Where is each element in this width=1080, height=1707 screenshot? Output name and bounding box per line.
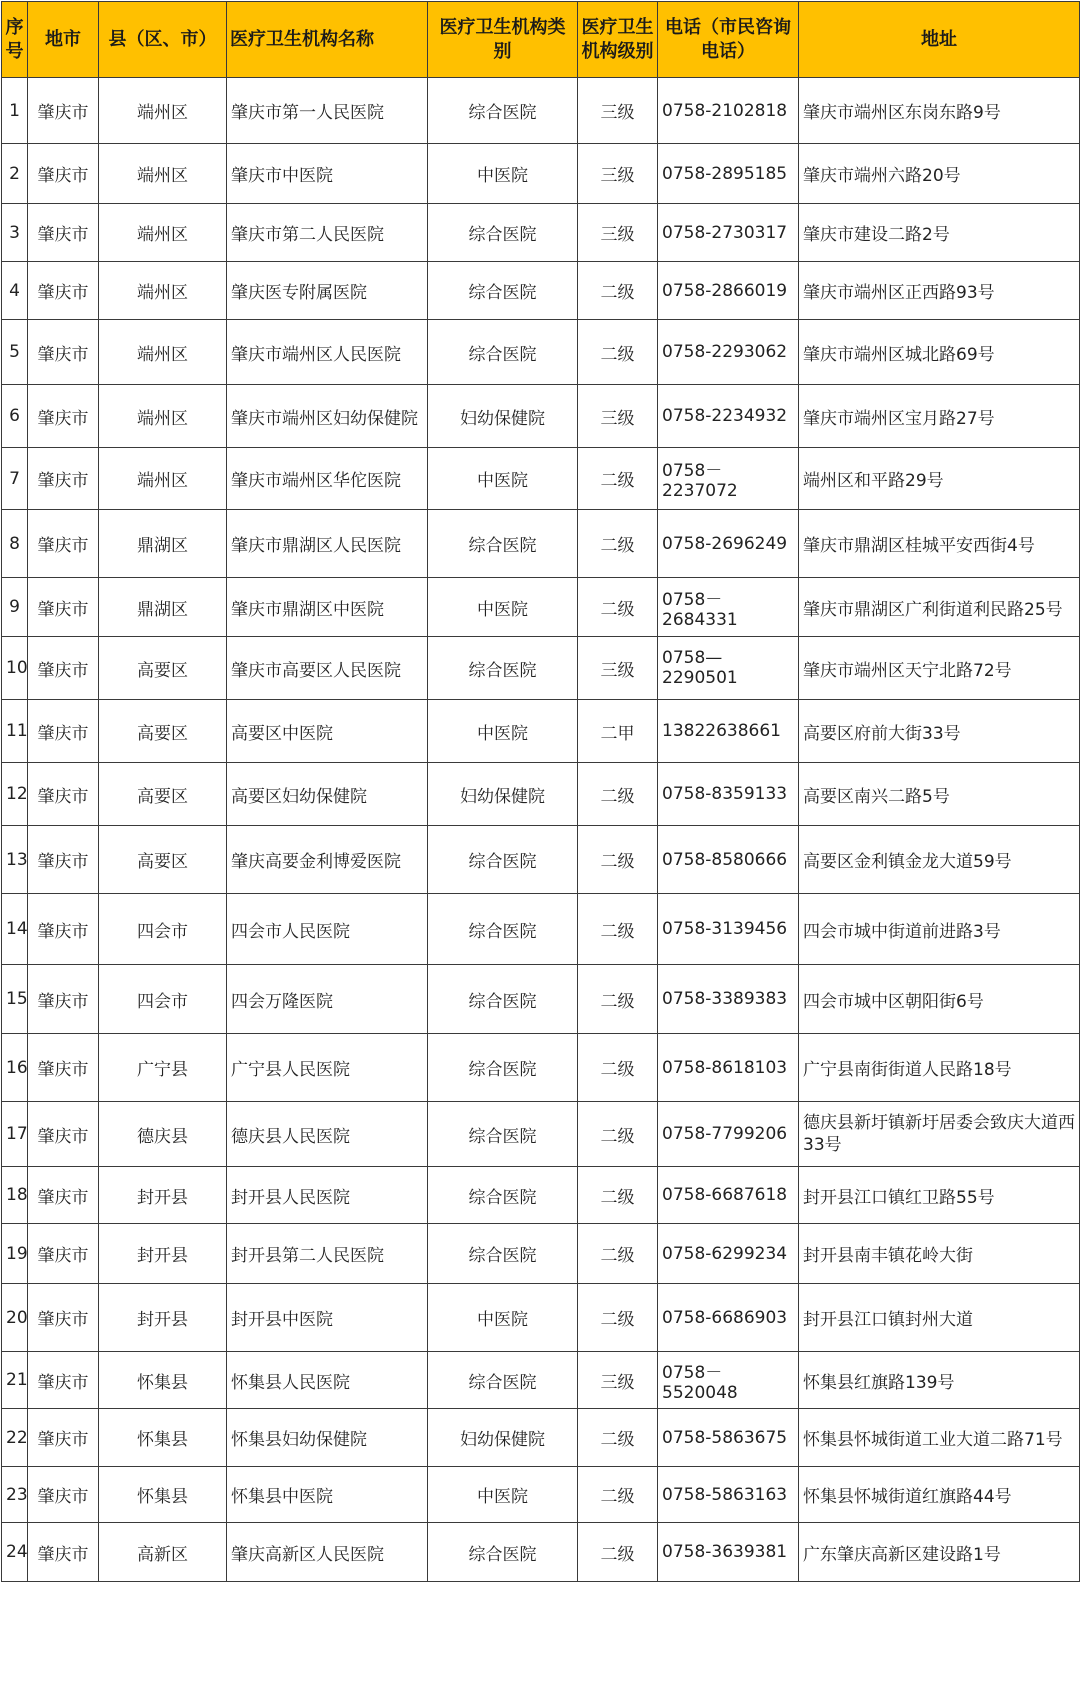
cell-city: 肇庆市 xyxy=(28,965,99,1034)
cell-level: 二级 xyxy=(578,1034,658,1102)
table-row xyxy=(2,320,1080,385)
cell-city: 肇庆市 xyxy=(28,1167,99,1224)
cell-city: 肇庆市 xyxy=(28,637,99,700)
cell-address: 广东肇庆高新区建设路1号 xyxy=(799,1523,1080,1582)
cell-name: 肇庆医专附属医院 xyxy=(227,262,428,320)
cell-county: 端州区 xyxy=(99,385,227,448)
cell-level: 二级 xyxy=(578,826,658,894)
table-row xyxy=(2,1352,1080,1409)
cell-name: 肇庆市中医院 xyxy=(227,144,428,204)
cell-address: 肇庆市端州区城北路69号 xyxy=(799,320,1080,385)
cell-address: 肇庆市端州区天宁北路72号 xyxy=(799,637,1080,700)
cell-city: 肇庆市 xyxy=(28,1284,99,1352)
cell-city: 肇庆市 xyxy=(28,448,99,510)
cell-name: 封开县人民医院 xyxy=(227,1167,428,1224)
table-row xyxy=(2,1102,1080,1167)
table-row xyxy=(2,385,1080,448)
cell-county: 鼎湖区 xyxy=(99,578,227,637)
cell-county: 高要区 xyxy=(99,637,227,700)
table-row xyxy=(2,1224,1080,1284)
cell-category: 中医院 xyxy=(428,578,578,637)
table-row xyxy=(2,637,1080,700)
cell-index: 24 xyxy=(2,1523,28,1582)
cell-address: 四会市城中区朝阳街6号 xyxy=(799,965,1080,1034)
cell-address: 封开县江口镇封州大道 xyxy=(799,1284,1080,1352)
header-phone: 电话（市民咨询电话） xyxy=(658,2,799,78)
cell-category: 中医院 xyxy=(428,1284,578,1352)
cell-name: 肇庆高要金利博爱医院 xyxy=(227,826,428,894)
cell-county: 广宁县 xyxy=(99,1034,227,1102)
cell-county: 端州区 xyxy=(99,78,227,144)
cell-phone: 0758-3139456 xyxy=(658,894,799,965)
cell-city: 肇庆市 xyxy=(28,1409,99,1467)
cell-level: 二级 xyxy=(578,510,658,578)
cell-level: 二级 xyxy=(578,1102,658,1167)
cell-address: 封开县江口镇红卫路55号 xyxy=(799,1167,1080,1224)
cell-category: 综合医院 xyxy=(428,320,578,385)
cell-phone: 0758-6686903 xyxy=(658,1284,799,1352)
cell-index: 7 xyxy=(2,448,28,510)
cell-address: 四会市城中街道前进路3号 xyxy=(799,894,1080,965)
cell-address: 肇庆市鼎湖区桂城平安西街4号 xyxy=(799,510,1080,578)
cell-name: 肇庆市第一人民医院 xyxy=(227,78,428,144)
cell-index: 16 xyxy=(2,1034,28,1102)
table-row xyxy=(2,1167,1080,1224)
cell-level: 三级 xyxy=(578,385,658,448)
cell-address: 肇庆市端州区正西路93号 xyxy=(799,262,1080,320)
cell-county: 高要区 xyxy=(99,826,227,894)
cell-address: 怀集县红旗路139号 xyxy=(799,1352,1080,1409)
cell-category: 综合医院 xyxy=(428,1034,578,1102)
cell-level: 三级 xyxy=(578,144,658,204)
cell-name: 肇庆市鼎湖区人民医院 xyxy=(227,510,428,578)
cell-address: 高要区金利镇金龙大道59号 xyxy=(799,826,1080,894)
cell-index: 1 xyxy=(2,78,28,144)
cell-address: 封开县南丰镇花岭大街 xyxy=(799,1224,1080,1284)
table-row xyxy=(2,894,1080,965)
cell-category: 综合医院 xyxy=(428,262,578,320)
cell-category: 妇幼保健院 xyxy=(428,385,578,448)
cell-level: 二级 xyxy=(578,1167,658,1224)
cell-phone: 0758-5863163 xyxy=(658,1467,799,1523)
cell-county: 怀集县 xyxy=(99,1352,227,1409)
header-level: 医疗卫生机构级别 xyxy=(578,2,658,78)
cell-phone: 0758-8618103 xyxy=(658,1034,799,1102)
cell-category: 综合医院 xyxy=(428,894,578,965)
cell-address: 端州区和平路29号 xyxy=(799,448,1080,510)
cell-phone: 0758-2293062 xyxy=(658,320,799,385)
cell-city: 肇庆市 xyxy=(28,385,99,448)
cell-category: 综合医院 xyxy=(428,826,578,894)
cell-index: 22 xyxy=(2,1409,28,1467)
cell-name: 四会万隆医院 xyxy=(227,965,428,1034)
cell-phone: 0758－5520048 xyxy=(658,1352,799,1409)
cell-index: 21 xyxy=(2,1352,28,1409)
cell-index: 5 xyxy=(2,320,28,385)
cell-city: 肇庆市 xyxy=(28,763,99,826)
cell-index: 18 xyxy=(2,1167,28,1224)
cell-level: 二级 xyxy=(578,448,658,510)
cell-county: 端州区 xyxy=(99,262,227,320)
cell-phone: 13822638661 xyxy=(658,700,799,763)
cell-city: 肇庆市 xyxy=(28,144,99,204)
cell-category: 妇幼保健院 xyxy=(428,1409,578,1467)
cell-city: 肇庆市 xyxy=(28,700,99,763)
cell-index: 6 xyxy=(2,385,28,448)
cell-phone: 0758－2237072 xyxy=(658,448,799,510)
table-row xyxy=(2,1284,1080,1352)
cell-county: 端州区 xyxy=(99,204,227,262)
cell-name: 怀集县人民医院 xyxy=(227,1352,428,1409)
cell-category: 综合医院 xyxy=(428,1523,578,1582)
cell-level: 三级 xyxy=(578,204,658,262)
cell-level: 二级 xyxy=(578,763,658,826)
cell-county: 封开县 xyxy=(99,1167,227,1224)
cell-level: 二级 xyxy=(578,262,658,320)
cell-category: 中医院 xyxy=(428,1467,578,1523)
cell-county: 端州区 xyxy=(99,448,227,510)
header-index: 序号 xyxy=(2,2,28,78)
cell-address: 怀集县怀城街道工业大道二路71号 xyxy=(799,1409,1080,1467)
cell-phone: 0758-7799206 xyxy=(658,1102,799,1167)
cell-level: 二级 xyxy=(578,1523,658,1582)
cell-name: 四会市人民医院 xyxy=(227,894,428,965)
cell-city: 肇庆市 xyxy=(28,510,99,578)
cell-category: 中医院 xyxy=(428,700,578,763)
cell-name: 肇庆市鼎湖区中医院 xyxy=(227,578,428,637)
cell-phone: 0758-2866019 xyxy=(658,262,799,320)
cell-name: 肇庆市高要区人民医院 xyxy=(227,637,428,700)
cell-city: 肇庆市 xyxy=(28,1523,99,1582)
cell-county: 端州区 xyxy=(99,144,227,204)
table-row xyxy=(2,578,1080,637)
cell-category: 综合医院 xyxy=(428,1224,578,1284)
hospital-table xyxy=(1,1,1080,1582)
cell-name: 封开县第二人民医院 xyxy=(227,1224,428,1284)
cell-phone: 0758-2102818 xyxy=(658,78,799,144)
cell-city: 肇庆市 xyxy=(28,1034,99,1102)
table-row xyxy=(2,510,1080,578)
cell-level: 二级 xyxy=(578,1284,658,1352)
cell-index: 11 xyxy=(2,700,28,763)
cell-phone: 0758-8359133 xyxy=(658,763,799,826)
cell-phone: 0758—2290501 xyxy=(658,637,799,700)
cell-level: 二级 xyxy=(578,578,658,637)
cell-address: 肇庆市鼎湖区广利街道利民路25号 xyxy=(799,578,1080,637)
cell-level: 三级 xyxy=(578,78,658,144)
cell-name: 肇庆市第二人民医院 xyxy=(227,204,428,262)
table-row xyxy=(2,965,1080,1034)
cell-county: 四会市 xyxy=(99,894,227,965)
cell-index: 10 xyxy=(2,637,28,700)
cell-category: 综合医院 xyxy=(428,510,578,578)
cell-address: 德庆县新圩镇新圩居委会致庆大道西33号 xyxy=(799,1102,1080,1167)
cell-name: 肇庆市端州区华佗医院 xyxy=(227,448,428,510)
cell-index: 23 xyxy=(2,1467,28,1523)
cell-address: 高要区南兴二路5号 xyxy=(799,763,1080,826)
cell-address: 高要区府前大街33号 xyxy=(799,700,1080,763)
table-row xyxy=(2,448,1080,510)
table-row xyxy=(2,1034,1080,1102)
header-row xyxy=(2,2,1080,78)
cell-phone: 0758-2696249 xyxy=(658,510,799,578)
cell-index: 13 xyxy=(2,826,28,894)
cell-county: 端州区 xyxy=(99,320,227,385)
table-row xyxy=(2,78,1080,144)
header-name: 医疗卫生机构名称 xyxy=(227,2,428,78)
cell-phone: 0758-2895185 xyxy=(658,144,799,204)
cell-phone: 0758-2730317 xyxy=(658,204,799,262)
cell-city: 肇庆市 xyxy=(28,204,99,262)
cell-category: 综合医院 xyxy=(428,78,578,144)
cell-index: 2 xyxy=(2,144,28,204)
cell-category: 综合医院 xyxy=(428,1102,578,1167)
table-row xyxy=(2,763,1080,826)
cell-category: 综合医院 xyxy=(428,1167,578,1224)
table-row xyxy=(2,826,1080,894)
cell-index: 12 xyxy=(2,763,28,826)
cell-city: 肇庆市 xyxy=(28,1352,99,1409)
cell-level: 二甲 xyxy=(578,700,658,763)
cell-level: 三级 xyxy=(578,637,658,700)
table-row xyxy=(2,144,1080,204)
cell-index: 19 xyxy=(2,1224,28,1284)
cell-level: 二级 xyxy=(578,894,658,965)
cell-index: 3 xyxy=(2,204,28,262)
cell-category: 中医院 xyxy=(428,448,578,510)
cell-phone: 0758-6687618 xyxy=(658,1167,799,1224)
cell-index: 20 xyxy=(2,1284,28,1352)
cell-county: 怀集县 xyxy=(99,1467,227,1523)
cell-name: 封开县中医院 xyxy=(227,1284,428,1352)
cell-county: 高新区 xyxy=(99,1523,227,1582)
cell-level: 二级 xyxy=(578,1409,658,1467)
cell-name: 广宁县人民医院 xyxy=(227,1034,428,1102)
cell-index: 15 xyxy=(2,965,28,1034)
cell-city: 肇庆市 xyxy=(28,320,99,385)
header-city: 地市 xyxy=(28,2,99,78)
cell-category: 综合医院 xyxy=(428,1352,578,1409)
cell-name: 肇庆高新区人民医院 xyxy=(227,1523,428,1582)
cell-index: 4 xyxy=(2,262,28,320)
cell-county: 高要区 xyxy=(99,700,227,763)
cell-address: 广宁县南街街道人民路18号 xyxy=(799,1034,1080,1102)
cell-name: 肇庆市端州区妇幼保健院 xyxy=(227,385,428,448)
cell-phone: 0758-8580666 xyxy=(658,826,799,894)
cell-category: 中医院 xyxy=(428,144,578,204)
cell-index: 17 xyxy=(2,1102,28,1167)
cell-city: 肇庆市 xyxy=(28,262,99,320)
cell-category: 综合医院 xyxy=(428,637,578,700)
cell-phone: 0758-3389383 xyxy=(658,965,799,1034)
cell-level: 二级 xyxy=(578,1467,658,1523)
cell-county: 四会市 xyxy=(99,965,227,1034)
cell-phone: 0758-2234932 xyxy=(658,385,799,448)
cell-city: 肇庆市 xyxy=(28,1224,99,1284)
cell-city: 肇庆市 xyxy=(28,826,99,894)
cell-city: 肇庆市 xyxy=(28,578,99,637)
cell-name: 高要区中医院 xyxy=(227,700,428,763)
cell-address: 怀集县怀城街道红旗路44号 xyxy=(799,1467,1080,1523)
cell-address: 肇庆市建设二路2号 xyxy=(799,204,1080,262)
cell-level: 三级 xyxy=(578,1352,658,1409)
table-row xyxy=(2,1523,1080,1582)
table-body xyxy=(2,78,1080,1582)
cell-county: 鼎湖区 xyxy=(99,510,227,578)
table-row xyxy=(2,262,1080,320)
cell-phone: 0758－2684331 xyxy=(658,578,799,637)
cell-city: 肇庆市 xyxy=(28,1102,99,1167)
cell-level: 二级 xyxy=(578,320,658,385)
cell-level: 二级 xyxy=(578,1224,658,1284)
cell-county: 德庆县 xyxy=(99,1102,227,1167)
cell-phone: 0758-3639381 xyxy=(658,1523,799,1582)
cell-address: 肇庆市端州区东岗东路9号 xyxy=(799,78,1080,144)
cell-name: 怀集县中医院 xyxy=(227,1467,428,1523)
header-address: 地址 xyxy=(799,2,1080,78)
table-row xyxy=(2,204,1080,262)
table-row xyxy=(2,1467,1080,1523)
cell-county: 封开县 xyxy=(99,1224,227,1284)
cell-name: 怀集县妇幼保健院 xyxy=(227,1409,428,1467)
cell-category: 综合医院 xyxy=(428,204,578,262)
header-county: 县（区、市） xyxy=(99,2,227,78)
table-row xyxy=(2,700,1080,763)
cell-phone: 0758-5863675 xyxy=(658,1409,799,1467)
table-row xyxy=(2,1409,1080,1467)
cell-phone: 0758-6299234 xyxy=(658,1224,799,1284)
cell-address: 肇庆市端州区宝月路27号 xyxy=(799,385,1080,448)
cell-category: 妇幼保健院 xyxy=(428,763,578,826)
cell-index: 14 xyxy=(2,894,28,965)
cell-level: 二级 xyxy=(578,965,658,1034)
cell-name: 肇庆市端州区人民医院 xyxy=(227,320,428,385)
cell-county: 高要区 xyxy=(99,763,227,826)
cell-index: 9 xyxy=(2,578,28,637)
header-category: 医疗卫生机构类别 xyxy=(428,2,578,78)
cell-city: 肇庆市 xyxy=(28,1467,99,1523)
cell-city: 肇庆市 xyxy=(28,894,99,965)
cell-index: 8 xyxy=(2,510,28,578)
cell-address: 肇庆市端州六路20号 xyxy=(799,144,1080,204)
cell-city: 肇庆市 xyxy=(28,78,99,144)
cell-category: 综合医院 xyxy=(428,965,578,1034)
cell-name: 高要区妇幼保健院 xyxy=(227,763,428,826)
cell-county: 封开县 xyxy=(99,1284,227,1352)
cell-county: 怀集县 xyxy=(99,1409,227,1467)
cell-name: 德庆县人民医院 xyxy=(227,1102,428,1167)
